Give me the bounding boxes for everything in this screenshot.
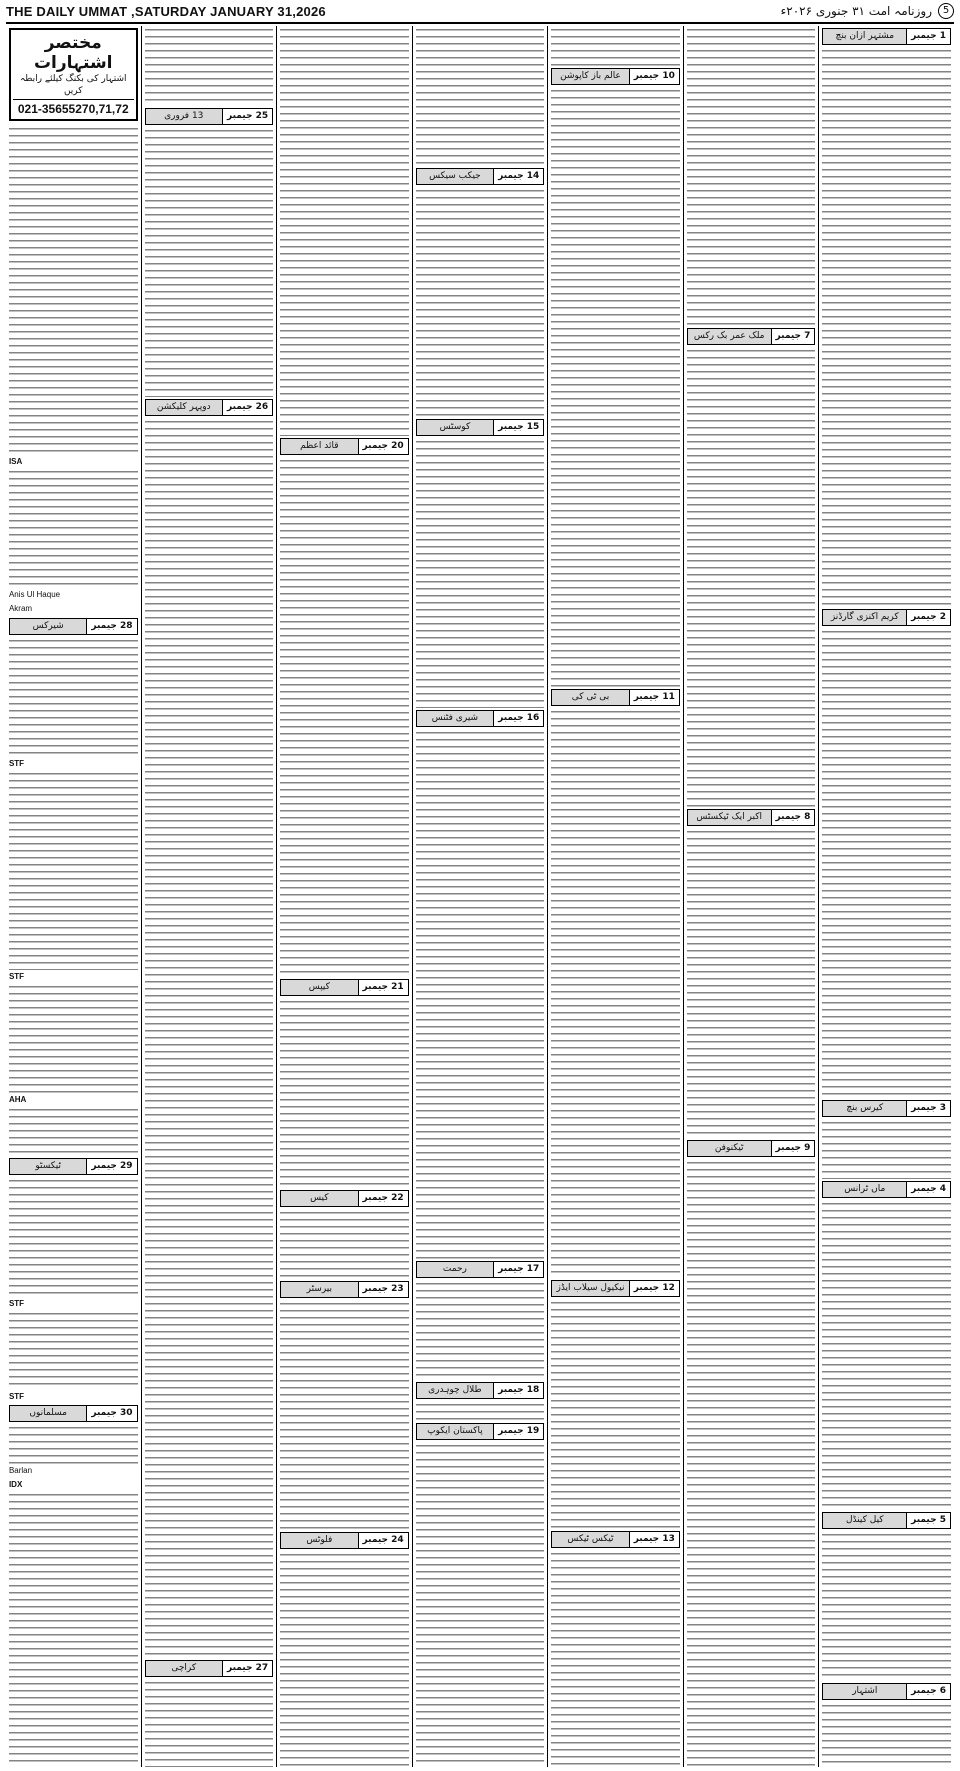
notice-title: جیکب سیکس [429, 171, 481, 181]
notice-number: 6 جیمبر [906, 1684, 950, 1699]
notice-body [687, 1159, 816, 1767]
notice-title: کیرس بنچ [846, 1103, 884, 1113]
notice-title: بیرسٹر [306, 1284, 333, 1294]
stamp-code: STF [8, 759, 25, 768]
notice-heading [9, 1158, 138, 1175]
notice-number: 19 جیمبر [493, 1424, 543, 1439]
column-2 [683, 26, 819, 1767]
notice-body [551, 26, 680, 66]
notice-title: شیری فٹنس [431, 713, 479, 723]
notice-body [9, 983, 138, 1093]
stamp-code: ISA [8, 457, 23, 466]
notice-title: اکبر ایک ٹیکسٹس [696, 812, 763, 822]
column-6 [141, 26, 277, 1767]
notice-title: کراچی [171, 1663, 197, 1673]
name-note: Barlan [8, 1466, 33, 1475]
notice-body [822, 1119, 951, 1179]
notice-number: 11 جیمبر [629, 690, 679, 705]
notice-number: 24 جیمبر [358, 1533, 408, 1548]
notice-title: ٹیکس ٹیکس [567, 1534, 614, 1544]
notice-body [687, 828, 816, 1138]
notice-body [9, 468, 138, 588]
notice-number: 17 جیمبر [493, 1262, 543, 1277]
notice-number: 25 جیمبر [222, 109, 272, 124]
notice-heading [416, 1382, 545, 1399]
notice-heading [416, 419, 545, 436]
notice-number: 3 جیمبر [906, 1101, 950, 1116]
column-3 [547, 26, 683, 1767]
notice-heading [551, 1531, 680, 1548]
notice-title: مشتہر ازان بنچ [835, 31, 895, 41]
notice-title: طلال چوہدری [428, 1385, 482, 1395]
notice-heading [145, 108, 274, 125]
notice-number: 12 جیمبر [629, 1281, 679, 1296]
notice-body [416, 1442, 545, 1767]
notice-heading [822, 1512, 951, 1529]
notice-body [9, 1106, 138, 1156]
notice-body [416, 438, 545, 708]
notice-heading [145, 399, 274, 416]
notice-title: ماں ٹرانس [844, 1184, 886, 1194]
notice-heading [280, 438, 409, 455]
notice-heading [280, 979, 409, 996]
notice-body [280, 1209, 409, 1279]
notice-heading [687, 1140, 816, 1157]
notice-number: 4 جیمبر [906, 1182, 950, 1197]
notice-title: ٹیکسٹو [35, 1161, 61, 1171]
notice-title: شیرکس [32, 621, 64, 631]
notice-number: 7 جیمبر [771, 329, 815, 344]
notice-title: 13 فروری [164, 111, 204, 121]
column-4 [412, 26, 548, 1767]
masthead-english-title: THE DAILY UMMAT ,SATURDAY JANUARY 31,2026 [6, 3, 326, 19]
notice-heading [416, 1423, 545, 1440]
notice-number: 20 جیمبر [358, 439, 408, 454]
notice-body [416, 26, 545, 166]
notice-body [145, 418, 274, 1658]
masthead-urdu-title [781, 3, 954, 19]
notice-number: 14 جیمبر [493, 169, 543, 184]
notice-body [9, 1177, 138, 1297]
notice-body [280, 457, 409, 977]
notice-heading [416, 1261, 545, 1278]
notice-number: 23 جیمبر [358, 1282, 408, 1297]
notice-number: 28 جیمبر [86, 619, 136, 634]
notice-heading [822, 1181, 951, 1198]
notice-title: دوپہر کلیکشن [156, 402, 211, 412]
notice-number: 8 جیمبر [771, 810, 815, 825]
notice-body [9, 1424, 138, 1464]
notice-body [416, 729, 545, 1259]
notice-body [551, 1550, 680, 1767]
classifieds-title: مختصر اشتہارات [33, 33, 113, 73]
stamp-code: AHA [8, 1095, 27, 1104]
notice-body [280, 1551, 409, 1767]
notice-heading [280, 1190, 409, 1207]
notice-title: کیس [310, 1193, 329, 1203]
notice-heading [551, 1280, 680, 1297]
notice-number: 29 جیمبر [86, 1159, 136, 1174]
stamp-code: STF [8, 1299, 25, 1308]
notice-body [551, 708, 680, 1278]
notice-heading [9, 1405, 138, 1422]
notice-body [9, 1310, 138, 1390]
notice-title: نیکیول سیلاب ایڈز [556, 1283, 625, 1293]
notice-number: 22 جیمبر [358, 1191, 408, 1206]
notice-title: قائد اعظم [300, 441, 339, 451]
notice-title: کوسٹس [439, 422, 471, 432]
notice-heading [416, 710, 545, 727]
notice-heading [280, 1532, 409, 1549]
notice-title: کیپس [308, 982, 330, 992]
notice-heading [280, 1281, 409, 1298]
notice-number: 16 جیمبر [493, 711, 543, 726]
notice-heading [551, 68, 680, 85]
stamp-code: STF [8, 1392, 25, 1401]
notice-body [9, 1491, 138, 1767]
notice-title: رحمت [442, 1264, 467, 1274]
notice-title: بی ٹی کی [571, 692, 610, 702]
notice-number: 1 جیمبر [906, 29, 950, 44]
notice-number: 2 جیمبر [906, 610, 950, 625]
notice-body [416, 1401, 545, 1421]
notice-number: 10 جیمبر [629, 69, 679, 84]
notice-title: فلوٹس [306, 1535, 333, 1545]
stamp-code: IDX [8, 1480, 23, 1489]
column-5 [276, 26, 412, 1767]
notice-heading [822, 28, 951, 45]
notice-title: ملک عمر بک رکس [693, 331, 765, 341]
notice-title: اشتہار [852, 1686, 878, 1696]
notice-title: مسلمانوں [29, 1408, 67, 1418]
classifieds-subtitle: اشتہار کی بکنگ کیلئے رابطہ کریں [19, 74, 127, 96]
notice-body [145, 127, 274, 397]
column-7 [6, 26, 141, 1767]
notice-body [551, 1299, 680, 1529]
notice-body [687, 347, 816, 807]
notice-body [416, 187, 545, 417]
column-1 [818, 26, 954, 1767]
notice-body [822, 1531, 951, 1681]
notice-body [280, 26, 409, 436]
notice-body [822, 47, 951, 607]
masthead [6, 0, 954, 24]
notice-heading [822, 609, 951, 626]
notice-heading [822, 1683, 951, 1700]
notice-columns [6, 26, 954, 1767]
notice-number: 13 جیمبر [629, 1532, 679, 1547]
notice-heading [687, 328, 816, 345]
notice-number: 21 جیمبر [358, 980, 408, 995]
notice-body [145, 1679, 274, 1767]
notice-body [416, 1280, 545, 1380]
notice-number: 30 جیمبر [86, 1406, 136, 1421]
masthead-urdu-text: روزنامہ امت ۳۱ جنوری ۲۰۲۶ء [780, 4, 932, 18]
notice-heading [822, 1100, 951, 1117]
notice-body [9, 125, 138, 455]
notice-heading [416, 168, 545, 185]
notice-title: پاکستان ایکوپ [427, 1426, 483, 1436]
notice-body [145, 26, 274, 106]
classifieds-box [9, 28, 138, 121]
notice-heading [551, 689, 680, 706]
classifieds-phone: 021-35655270,71,72 [13, 99, 134, 116]
notice-body [280, 1300, 409, 1530]
notice-body [822, 1200, 951, 1510]
notice-body [9, 770, 138, 970]
notice-number: 5 جیمبر [906, 1513, 950, 1528]
notice-heading [9, 618, 138, 635]
notice-title: عالم باز کاپوشن [560, 71, 621, 81]
notice-body [280, 998, 409, 1188]
notice-number: 18 جیمبر [493, 1383, 543, 1398]
page-number: 5 [938, 3, 954, 19]
notice-number: 27 جیمبر [222, 1661, 272, 1676]
notice-heading [145, 1660, 274, 1677]
notice-number: 9 جیمبر [771, 1141, 815, 1156]
notice-body [822, 628, 951, 1098]
notice-heading [687, 809, 816, 826]
notice-number: 15 جیمبر [493, 420, 543, 435]
notice-title: ٹیکنوفن [714, 1143, 744, 1153]
name-note: Anis Ul Haque [8, 590, 61, 599]
stamp-code: STF [8, 972, 25, 981]
notice-number: 26 جیمبر [222, 400, 272, 415]
name-note: Akram [8, 604, 33, 613]
notice-body [822, 1702, 951, 1767]
notice-title: کیل کینڈل [845, 1515, 884, 1525]
notice-body [9, 637, 138, 757]
notice-title: کریم اکنزی گارڈنز [830, 612, 899, 622]
notice-body [687, 26, 816, 326]
notice-body [551, 87, 680, 687]
